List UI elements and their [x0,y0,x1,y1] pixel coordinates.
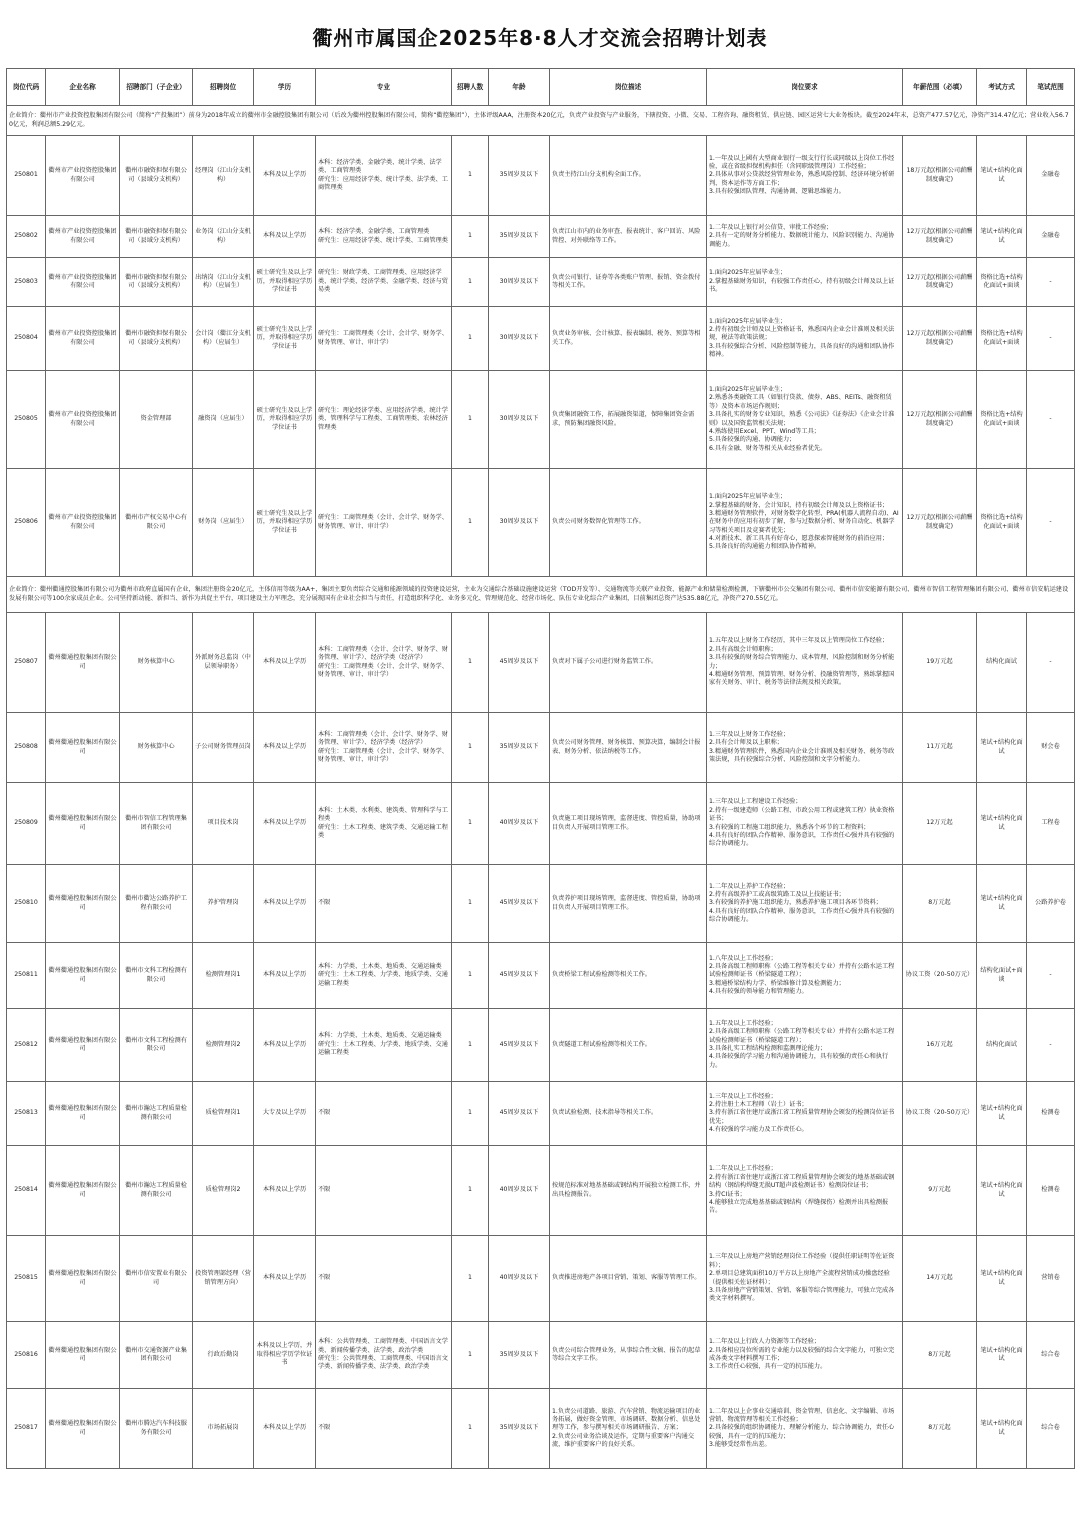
column-header: 专业 [316,69,452,106]
major-cell: 本科：工商管理类（会计、会计学、财务学、财务管理、审计学）、经济学类（经济学） 研究生：工商管理类（会计、会计学、财务学、财务管理、审计、审计学） [316,613,452,713]
position-requirements-cell: 1.一年及以上國有大型商业银行一级支行行长或同级以上岗位工作经验，或在省级担保机构担任（含同职级管理岗）工作经验； 2.具体从事对公贷款经营管理业务，熟悉风险控制、经济环境分析研判、资本运作等方面工作； 3.具有较强团队管理、沟通协调、逻辑思维能力。 [707,136,903,216]
position-code-cell: 250815 [7,1236,46,1322]
position-code-cell: 250817 [7,1389,46,1469]
column-header: 招聘部门（子企业） [120,69,193,106]
salary-range-cell: 18万元起(根据公司薪酬制度确定) [903,136,977,216]
position-requirements-cell: 1.三年及以上工程建设工作经验； 2.持有一级建造师（公路工程、市政公用工程或建筑工程）执业资格证书； 3.有较强的工程施工组织能力，熟悉各个环节的工程资料； 4.具有良好的团队合作精神、服务意识，工作责任心强并具有较强的综合协调能力。 [707,783,903,865]
headcount-cell: 1 [452,371,489,469]
company-name-cell: 衢州市产业投资控股集团有限公司 [46,258,120,307]
company-name-cell: 衢州市产业投资控股集团有限公司 [46,469,120,577]
salary-range-cell: 8万元起 [903,1389,977,1469]
age-limit-cell: 35周岁及以下 [489,1389,550,1469]
exam-method-cell: 笔试+结构化面试 [977,1236,1027,1322]
age-limit-cell: 40周岁及以下 [489,1146,550,1236]
table-row [7,713,1075,783]
position-description-cell: 负责集团融资工作，拓展融资渠道，保障集团资金需求，预防集团融资风险。 [550,371,707,469]
department-cell: 衢州市智信工程管理集团有限公司 [120,783,193,865]
department-cell: 衢州市融资担保有限公司（县域分支机构） [120,307,193,371]
major-cell: 不限 [316,1236,452,1322]
position-requirements-cell: 1.二年及以上银行对公信贷、审批工作经验； 2.具有一定的财务分析能力、数据统计能力、风险识别能力、沟通协调能力。 [707,216,903,258]
exam-scope-cell: - [1027,258,1075,307]
position-code-cell: 250806 [7,469,46,577]
company-name-cell: 衢州衢通控股集团有限公司 [46,1322,120,1389]
exam-scope-cell: 综合卷 [1027,1389,1075,1469]
position-code-cell: 250808 [7,713,46,783]
age-limit-cell: 45周岁及以下 [489,943,550,1009]
age-limit-cell: 30周岁及以下 [489,469,550,577]
position-code-cell: 250805 [7,371,46,469]
education-cell: 硕士研究生及以上学历，并取得相应学历学位证书 [254,469,316,577]
exam-scope-cell: 综合卷 [1027,1322,1075,1389]
table-row [7,943,1075,1009]
position-code-cell: 250816 [7,1322,46,1389]
salary-range-cell: 协议工资（20-50万元） [903,943,977,1009]
exam-method-cell: 笔试+结构化面试 [977,136,1027,216]
exam-method-cell: 笔试+结构化面试 [977,1146,1027,1236]
exam-method-cell: 结构化面试 [977,613,1027,713]
headcount-cell: 1 [452,1146,489,1236]
position-requirements-cell: 1.二年及以上养护工作经验； 2.持有高级养护工或高级筑路工及以上技能证书； 3.有较强的养护施工组织能力，熟悉养护施工项目各环节资料； 4.具有良好的团队合作精神、服务意识，工作责任心强并具有较强的综合协调能力。 [707,865,903,943]
education-cell: 本科及以上学历 [254,216,316,258]
company-intro-row [7,577,1075,613]
position-requirements-cell: 1.三年及以上工作经验； 2.持注册土木工程师（岩土）证书； 3.持有浙江省住建厅或浙江省工程质量管理协会颁发的检测岗位证书优先； 4.有较强的学习能力及工作责任心。 [707,1082,903,1146]
age-limit-cell: 35周岁及以下 [489,216,550,258]
position-description-cell: 负责主持江山分支机构全面工作。 [550,136,707,216]
column-header: 考试方式 [977,69,1027,106]
position-requirements-cell: 1.八年及以上工作经验； 2.具备高级工程师职称（公路工程等相关专业）并持有公路水运工程试验检测师证书（桥梁隧道工程）； 3.精通桥梁结构力学、桥梁维修计算及检测能力； 4.具有较强的领导能力和管理能力。 [707,943,903,1009]
major-cell: 不限 [316,865,452,943]
exam-method-cell: 资格比选+结构化面试+面谈 [977,258,1027,307]
major-cell: 本科：力学类、土木类、地质类、交通运输类 研究生：土木工程类、力学类、地质学类、交通运输工程类 [316,943,452,1009]
department-cell: 资金管理部 [120,371,193,469]
position-description-cell: 负责公司综合管理业务，从事综合性文稿、报告的起草等综合文字工作。 [550,1322,707,1389]
exam-scope-cell: - [1027,943,1075,1009]
headcount-cell: 1 [452,1009,489,1082]
position-requirements-cell: 1.五年及以上财务工作经历，其中三年及以上管理岗位工作经验； 2.具有高级会计师职称； 3.具有较强的财务综合管理能力、成本管理、风险控制和财务分析能力； 4.精通财务管理、预算管理、财务分析、投融资管理等，熟练掌握国家有关财务、审计、税务等法律法规及相关政策。 [707,613,903,713]
position-code-cell: 250804 [7,307,46,371]
salary-range-cell: 12万元起(根据公司薪酬制度确定) [903,307,977,371]
major-cell: 研究生：工商管理类（会计、会计学、财务学、财务管理、审计、审计学） [316,469,452,577]
age-limit-cell: 45周岁及以下 [489,1082,550,1146]
position-code-cell: 250810 [7,865,46,943]
table-row [7,1082,1075,1146]
headcount-cell: 1 [452,1322,489,1389]
headcount-cell: 1 [452,865,489,943]
position-description-cell: 负责推进房地产各项目营销、策划、客服等管理工作。 [550,1236,707,1322]
position-requirements-cell: 1.五年及以上工作经验； 2.具备高级工程师职称（公路工程等相关专业）并持有公路水运工程试验检测师证书（桥梁隧道工程）； 3.具备扎实工程结构检测和监测理论能力； 4.具备较强的学习能力和沟通协调能力，具有较强的责任心和执行力。 [707,1009,903,1082]
position-name-cell: 子公司财务管理员岗 [193,713,254,783]
headcount-cell: 1 [452,713,489,783]
position-name-cell: 检测管理岗1 [193,943,254,1009]
table-row [7,371,1075,469]
table-row [7,307,1075,371]
exam-method-cell: 笔试+结构化面试 [977,1322,1027,1389]
position-name-cell: 质检管理岗1 [193,1082,254,1146]
age-limit-cell: 40周岁及以下 [489,783,550,865]
position-code-cell: 250812 [7,1009,46,1082]
page-title: 衢州市属国企2025年8·8人才交流会招聘计划表 [312,26,768,50]
column-header: 招聘岗位 [193,69,254,106]
education-cell: 本科及以上学历，并取得相应学历学位证书 [254,1322,316,1389]
headcount-cell: 1 [452,258,489,307]
exam-method-cell: 笔试+结构化面试 [977,783,1027,865]
position-description-cell: 1.负责公司道路、旅游、汽车营销、物流运输项目的业务拓展，做好资金管理、市场调研、数据分析、信息处理等工作，参与撰写相关市场调研报告、方案； 2.负责公司业务洽谈及运作，定期与重要客户沟通交流，维护重要客户的良好关系。 [550,1389,707,1469]
department-cell: 财务核算中心 [120,713,193,783]
salary-range-cell: 11万元起 [903,713,977,783]
headcount-cell: 1 [452,1389,489,1469]
department-cell: 衢州市瀚达工程质量检测有限公司 [120,1146,193,1236]
education-cell: 本科及以上学历 [254,1236,316,1322]
position-description-cell: 负责隧道工程试验检测等相关工作。 [550,1009,707,1082]
position-requirements-cell: 1.二年及以上行政人力资源等工作经验； 2.具备相应岗位所需的专业能力以及较强的综合文字能力，可独立完成各类文字材料撰写工作； 3.工作责任心较强，具有一定的抗压能力。 [707,1322,903,1389]
table-header-row [7,69,1075,106]
age-limit-cell: 45周岁及以下 [489,1009,550,1082]
salary-range-cell: 12万元起(根据公司薪酬制度确定) [903,469,977,577]
education-cell: 本科及以上学历 [254,713,316,783]
position-description-cell: 负责公司财务管理、财务核算、预算决算，编制会计报表、财务分析、依法纳税等工作。 [550,713,707,783]
position-code-cell: 250803 [7,258,46,307]
table-row [7,258,1075,307]
education-cell: 硕士研究生及以上学历，并取得相应学历学位证书 [254,371,316,469]
position-code-cell: 250813 [7,1082,46,1146]
exam-method-cell: 笔试+结构化面试 [977,1082,1027,1146]
age-limit-cell: 30周岁及以下 [489,371,550,469]
position-code-cell: 250811 [7,943,46,1009]
major-cell: 本科：经济学类、金融学类、工商管理类 研究生：应用经济学类、统计学类、工商管理类 [316,216,452,258]
table-row [7,136,1075,216]
age-limit-cell: 35周岁及以下 [489,713,550,783]
position-description-cell: 负责公司银行、证券等各类账户管理、报销、资金拨付等相关工作。 [550,258,707,307]
department-cell: 衢州市文科工程检测有限公司 [120,943,193,1009]
position-code-cell: 250801 [7,136,46,216]
position-description-cell: 负责江山市内的业务审查、报表统计、客户回访、风险管控、对外联络等工作。 [550,216,707,258]
column-header: 岗位代码 [7,69,46,106]
table-row [7,865,1075,943]
major-cell: 本科：经济学类、金融学类、统计学类、法学类、工商管理类 研究生：应用经济学类、统计学类、法学类、工商管理类 [316,136,452,216]
education-cell: 本科及以上学历 [254,1389,316,1469]
exam-scope-cell: 金融卷 [1027,136,1075,216]
company-intro: 企业简介：衢州市产业投资控股集团有限公司（简称“产投集团”）前身为2018年成立的衢州市金融控股集团有限公司（后改为衢州控股集团有限公司，简称“衢控集团”），主体评级AAA，注册资本20亿元，负责产业投资与产业服务，下辖投资、小微、交易、工程咨询、融资租赁、供应链、园区运营七大业务板块。截至2024年末，总资产477.57亿元，净资产314.47亿元；营业收入56.70亿元，利润总额5.29亿元。 [7,106,1075,136]
position-name-cell: 经理岗（江山分支机构） [193,136,254,216]
department-cell: 衢州市衢达公路养护工程有限公司 [120,865,193,943]
position-code-cell: 250802 [7,216,46,258]
position-description-cell: 负责养护项目现场管理，监督进度、管控质量，协助项目负责人开展项目管理工作。 [550,865,707,943]
company-name-cell: 衢州衢通控股集团有限公司 [46,713,120,783]
table-row [7,1009,1075,1082]
major-cell: 本科：土木类、水利类、建筑类、管理科学与工程类 研究生：土木工程类、建筑学类、交通运输工程类 [316,783,452,865]
company-name-cell: 衢州衢通控股集团有限公司 [46,943,120,1009]
exam-method-cell: 资格比选+结构化面试+面谈 [977,371,1027,469]
department-cell: 衢州市融资担保有限公司（县域分支机构） [120,258,193,307]
column-header: 企业名称 [46,69,120,106]
table-row [7,216,1075,258]
department-cell: 衢州市文科工程检测有限公司 [120,1009,193,1082]
headcount-cell: 1 [452,1082,489,1146]
table-row [7,1146,1075,1236]
education-cell: 本科及以上学历 [254,865,316,943]
exam-scope-cell: - [1027,469,1075,577]
headcount-cell: 1 [452,943,489,1009]
table-row [7,1389,1075,1469]
position-name-cell: 行政后勤岗 [193,1322,254,1389]
exam-scope-cell: - [1027,613,1075,713]
age-limit-cell: 45周岁及以下 [489,865,550,943]
company-intro: 企业简介：衢州衢通控股集团有限公司为衢州市政府直属国有企业，集团注册资金20亿元，主体信用等级为AA+，集团主要负责综合交通和能源领域的投资建设运营，主业为交通综合基础设施建设运营（TOD开发等）、交通物流等关联产业投资、能源产业和储量检测检测，下辖衢州市公交集团有限公司、衢州市信安能源有限公司、衢州市智信工程管理集团有限公司、衢州市信安航运建设发展有限公司等100余家成员企业。公司坚持新动能、新担当、新作为共促主平台，项目建设主力军理念，充分展现国有企业社会担当与责任，打造组织科学化、业务多元化、管理规范化、经营市场化、队伍专业化综合产业集团，目前集团总资产达535.88亿元，净资产270.55亿元。 [7,577,1075,613]
exam-scope-cell: - [1027,1009,1075,1082]
position-name-cell: 质检管理岗2 [193,1146,254,1236]
company-name-cell: 衢州衢通控股集团有限公司 [46,783,120,865]
headcount-cell: 1 [452,469,489,577]
position-name-cell: 融资岗（应届生） [193,371,254,469]
exam-scope-cell: 金融卷 [1027,216,1075,258]
position-name-cell: 检测管理岗2 [193,1009,254,1082]
salary-range-cell: 12万元起(根据公司薪酬制度确定) [903,258,977,307]
position-description-cell: 负责施工项目现场管理，监督进度、管控质量，协助项目负责人开展项目管理工作。 [550,783,707,865]
exam-scope-cell: 工程卷 [1027,783,1075,865]
table-row [7,613,1075,713]
position-code-cell: 250809 [7,783,46,865]
column-header: 岗位要求 [707,69,903,106]
exam-scope-cell: 营销卷 [1027,1236,1075,1322]
exam-scope-cell: 公路养护卷 [1027,865,1075,943]
salary-range-cell: 12万元起(根据公司薪酬制度确定) [903,216,977,258]
position-name-cell: 市场拓展岗 [193,1389,254,1469]
department-cell: 衢州市信安置业有限公司 [120,1236,193,1322]
age-limit-cell: 35周岁及以下 [489,1322,550,1389]
exam-scope-cell: - [1027,371,1075,469]
position-code-cell: 250814 [7,1146,46,1236]
major-cell: 不限 [316,1146,452,1236]
education-cell: 本科及以上学历 [254,943,316,1009]
salary-range-cell: 14万元起 [903,1236,977,1322]
education-cell: 硕士研究生及以上学历，并取得相应学历学位证书 [254,258,316,307]
salary-range-cell: 12万元起 [903,783,977,865]
headcount-cell: 1 [452,307,489,371]
position-requirements-cell: 1.面向2025年应届毕业生； 2.持有初级会计师及以上资格证书，熟悉国内企业会计准则及相关法规，税法等政策法规； 3.具有较强综合分析、风险控制等能力，具备良好的沟通和团队协作精神。 [707,307,903,371]
age-limit-cell: 30周岁及以下 [489,258,550,307]
exam-scope-cell: 检测卷 [1027,1082,1075,1146]
table-row [7,469,1075,577]
major-cell: 不限 [316,1389,452,1469]
position-name-cell: 出纳岗（江山分支机构）（应届生） [193,258,254,307]
column-header: 学历 [254,69,316,106]
position-requirements-cell: 1.三年及以上财务工作经验； 2.具有会计师及以上职称； 3.精通财务管理软件，熟悉国内企业会计准则及相关财务、税务等政策法规，具有较强综合分析、风险控制和文字分析能力。 [707,713,903,783]
headcount-cell: 1 [452,1236,489,1322]
column-header: 笔试范围 [1027,69,1075,106]
salary-range-cell: 9万元起 [903,1146,977,1236]
position-description-cell: 负责试验检测、技术指导等相关工作。 [550,1082,707,1146]
position-name-cell: 养护管理岗 [193,865,254,943]
exam-scope-cell: 检测卷 [1027,1146,1075,1236]
major-cell: 研究生：工商管理类（会计、会计学、财务学、财务管理、审计、审计学） [316,307,452,371]
exam-scope-cell: - [1027,307,1075,371]
column-header: 招聘人数 [452,69,489,106]
exam-method-cell: 资格比选+结构化面试+面谈 [977,469,1027,577]
position-requirements-cell: 1.面向2025年应届毕业生； 2.掌握基础财务知识，有较强工作责任心，持有初级会计师及以上证书。 [707,258,903,307]
company-name-cell: 衢州衢通控股集团有限公司 [46,1236,120,1322]
department-cell: 衢州市腾达汽车科技服务有限公司 [120,1389,193,1469]
salary-range-cell: 协议工资（20-50万元） [903,1082,977,1146]
position-name-cell: 财务岗（应届生） [193,469,254,577]
position-requirements-cell: 1.二年及以上工作经验； 2.持有浙江省住建厅或浙江省工程质量管理协会颁发的地基基础或钢结构（钢结构焊缝无损UT超声波检测证书）检测岗位证书； 3.持CI证书； 4.能够独立完成地基基础或钢结构（焊缝探伤）检测并出具检测报告。 [707,1146,903,1236]
headcount-cell: 1 [452,136,489,216]
company-name-cell: 衢州衢通控股集团有限公司 [46,1389,120,1469]
company-name-cell: 衢州衢通控股集团有限公司 [46,613,120,713]
department-cell: 衢州市融资担保有限公司（县域分支机构） [120,136,193,216]
education-cell: 本科及以上学历 [254,1146,316,1236]
major-cell: 研究生：财政学类、工商管理类、应用经济学类、统计学类、经济学类、金融学类、经济与贸易类 [316,258,452,307]
salary-range-cell: 12万元起(根据公司薪酬制度确定) [903,371,977,469]
company-name-cell: 衢州市产业投资控股集团有限公司 [46,371,120,469]
company-name-cell: 衢州衢通控股集团有限公司 [46,1146,120,1236]
exam-method-cell: 资格比选+结构化面试+面谈 [977,307,1027,371]
position-description-cell: 负责公司财务数智化管理等工作。 [550,469,707,577]
exam-method-cell: 笔试+结构化面试 [977,865,1027,943]
salary-range-cell: 19万元起 [903,613,977,713]
company-name-cell: 衢州衢通控股集团有限公司 [46,865,120,943]
age-limit-cell: 30周岁及以下 [489,307,550,371]
headcount-cell: 1 [452,783,489,865]
position-name-cell: 投资管理部经理（营销管理方向） [193,1236,254,1322]
exam-method-cell: 笔试+结构化面试 [977,216,1027,258]
position-requirements-cell: 1.面向2025年应届毕业生； 2.熟悉各类融资工具（如银行贷款、债券、ABS、REITs、融资租赁等）及资本市场运作规则； 3.具备扎实的财务专业知识，熟悉《公司法》《证券法》《企业会计准则》以及国资监管相关法规； 4.熟练使用Excel、PPT、Wind等工具； 5.具备较强的沟通、协调能力； 6.具有金融、财务等相关从业经验者优先。 [707,371,903,469]
exam-method-cell: 笔试+结构化面试 [977,1389,1027,1469]
position-requirements-cell: 1.三年及以上房地产营销经理岗位工作经验（提供任职证明等佐证资料）； 2.单项目总建筑面积10万平方以上房地产全流程营销成功操盘经验（提供相关佐证材料）； 3.具备房地产营销策划、营销、客服等综合管理能力，可独立完成各类文字材料撰写。 [707,1236,903,1322]
position-name-cell: 业务岗（江山分支机构） [193,216,254,258]
major-cell: 不限 [316,1082,452,1146]
table-row [7,1322,1075,1389]
education-cell: 大专及以上学历 [254,1082,316,1146]
company-intro-row [7,106,1075,136]
major-cell: 本科：工商管理类（会计、会计学、财务学、财务管理、审计学）、经济学类（经济学） 研究生：工商管理类（会计、会计学、财务学、财务管理、审计、审计学） [316,713,452,783]
column-header: 年龄 [489,69,550,106]
position-name-cell: 会计岗（衢江分支机构）（应届生） [193,307,254,371]
exam-scope-cell: 财会卷 [1027,713,1075,783]
table-row [7,1236,1075,1322]
department-cell: 衢州市产权交易中心有限公司 [120,469,193,577]
education-cell: 硕士研究生及以上学历，并取得相应学历学位证书 [254,307,316,371]
salary-range-cell: 8万元起 [903,865,977,943]
department-cell: 衢州市瀚达工程质量检测有限公司 [120,1082,193,1146]
position-description-cell: 负责桥梁工程试验检测等相关工作。 [550,943,707,1009]
education-cell: 本科及以上学历 [254,613,316,713]
position-description-cell: 负责对下属子公司进行财务监管工作。 [550,613,707,713]
department-cell: 衢州市融资担保有限公司（县域分支机构） [120,216,193,258]
headcount-cell: 1 [452,216,489,258]
age-limit-cell: 45周岁及以下 [489,613,550,713]
company-name-cell: 衢州市产业投资控股集团有限公司 [46,307,120,371]
salary-range-cell: 8万元起 [903,1322,977,1389]
recruitment-plan-table [6,68,1075,1469]
position-name-cell: 项目技术岗 [193,783,254,865]
column-header: 年薪范围（必填） [903,69,977,106]
company-name-cell: 衢州市产业投资控股集团有限公司 [46,216,120,258]
exam-method-cell: 笔试+结构化面试 [977,713,1027,783]
position-description-cell: 按规范标准对地基基础或钢结构开展独立检测工作，并出具检测报告。 [550,1146,707,1236]
position-name-cell: 外派财务总监岗（中层领导职务） [193,613,254,713]
company-name-cell: 衢州衢通控股集团有限公司 [46,1009,120,1082]
company-name-cell: 衢州市产业投资控股集团有限公司 [46,136,120,216]
education-cell: 本科及以上学历 [254,136,316,216]
age-limit-cell: 35周岁及以下 [489,136,550,216]
major-cell: 本科：公共管理类、工商管理类、中国语言文学类、新闻传播学类、法学类、政治学类 研究生：公共管理类、工商管理类、中国语言文学类、新闻传播学类、法学类、政治学类 [316,1322,452,1389]
table-row [7,783,1075,865]
department-cell: 财务核算中心 [120,613,193,713]
position-requirements-cell: 1.二年及以上企事业交通培训、资金管理、信息化、文字编辑、市场营销、物流管理等相关工作经验； 2.具备较强的组织协调能力、理解分析能力、综合协调能力，责任心较强，具有一定的抗压能力； 3.能够受经常性出差。 [707,1389,903,1469]
headcount-cell: 1 [452,613,489,713]
exam-method-cell: 结构化面试+面谈 [977,943,1027,1009]
age-limit-cell: 40周岁及以下 [489,1236,550,1322]
position-requirements-cell: 1.面向2025年应届毕业生； 2.掌握基础的财务、会计知识，持有初级会计师及以上资格证书； 3.精通财务管理软件，对财务数字化转型、PRA(机器人流程自动)、AI在财务中的应用有初步了解，参与过数据分析、财务自动化、机器学习等相关项目及竞赛者优先； 4.对新技术、新工具具有好奇心，愿意探索智能财务的前沿应用； 5.具备良好的沟通能力和团队协作精神。 [707,469,903,577]
salary-range-cell: 16万元起 [903,1009,977,1082]
education-cell: 本科及以上学历 [254,783,316,865]
position-description-cell: 负责业务审核、会计核算、报表编制、税务、预算等相关工作。 [550,307,707,371]
exam-method-cell: 结构化面试 [977,1009,1027,1082]
column-header: 岗位描述 [550,69,707,106]
position-code-cell: 250807 [7,613,46,713]
major-cell: 本科：力学类、土木类、地质类、交通运输类 研究生：土木工程类、力学类、地质学类、交通运输工程类 [316,1009,452,1082]
major-cell: 研究生：理论经济学类、应用经济学类、统计学类、管理科学与工程类、工商管理类、农林经济管理类 [316,371,452,469]
company-name-cell: 衢州衢通控股集团有限公司 [46,1082,120,1146]
department-cell: 衢州市交通资源产业集团有限公司 [120,1322,193,1389]
education-cell: 本科及以上学历 [254,1009,316,1082]
